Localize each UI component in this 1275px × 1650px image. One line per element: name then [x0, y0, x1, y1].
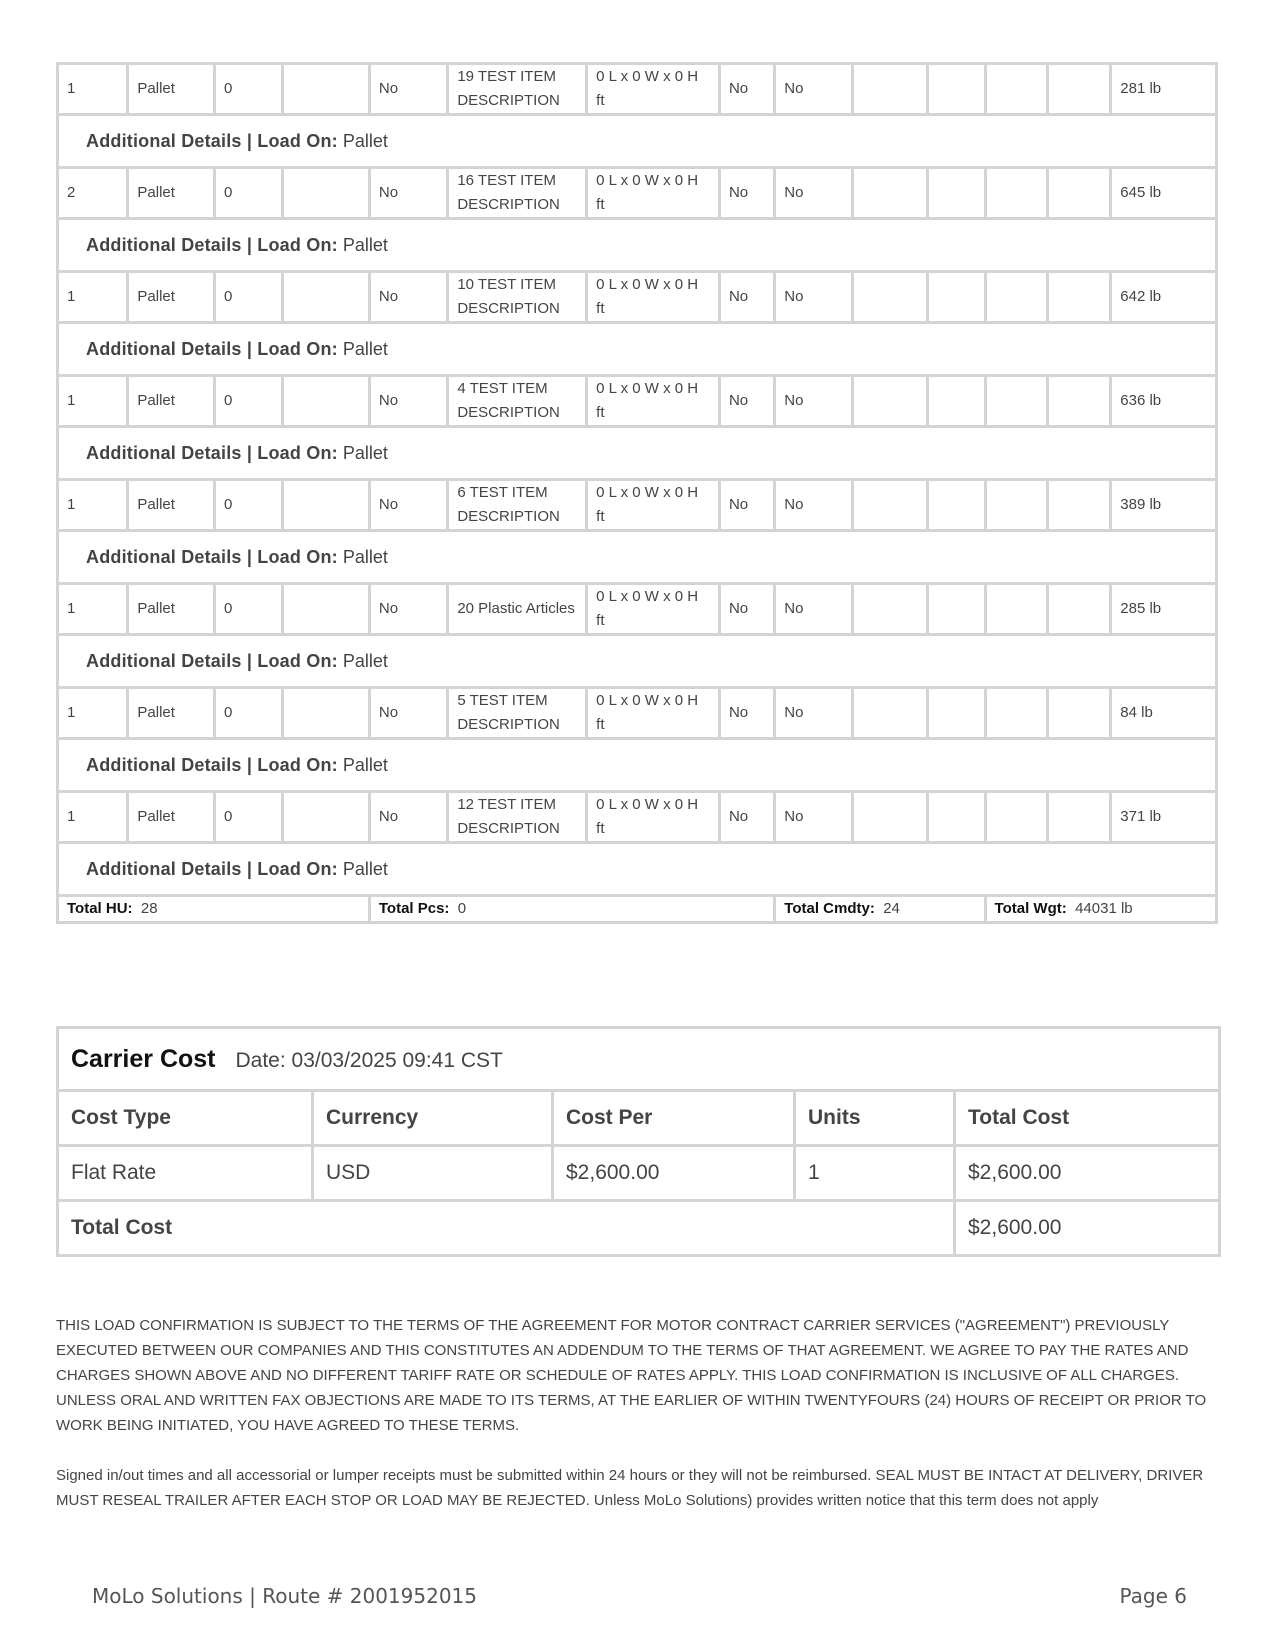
cost-type-cell: Flat Rate — [58, 1146, 313, 1201]
pcs-cell: 0 — [214, 584, 282, 635]
nmfc-cell — [283, 272, 370, 323]
nmfc-cell — [283, 584, 370, 635]
turnable-cell: No — [775, 480, 852, 531]
hazmat-cell: No — [369, 272, 447, 323]
hazmat-cell: No — [369, 480, 447, 531]
type-cell: Pallet — [128, 792, 215, 843]
dimensions-cell: 0 L x 0 W x 0 H ft — [587, 168, 720, 219]
dimensions-cell: 0 L x 0 W x 0 H ft — [587, 64, 720, 115]
extra-cell-2 — [928, 480, 985, 531]
additional-details-cell — [58, 323, 1217, 376]
type-cell: Pallet — [128, 64, 215, 115]
stackable-cell: No — [719, 792, 774, 843]
load-on-value: Pallet — [342, 651, 388, 671]
extra-cell-1 — [852, 688, 927, 739]
weight-cell: 285 lb — [1111, 584, 1217, 635]
load-on-value: Pallet — [342, 131, 388, 151]
total-cost-cell: $2,600.00 — [955, 1146, 1220, 1201]
total-wgt: Total Wgt: 44031 lb — [985, 896, 1216, 923]
extra-cell-2 — [928, 168, 985, 219]
col-header-units: Units — [795, 1091, 955, 1146]
description-cell: 10 TEST ITEM DESCRIPTION — [448, 272, 587, 323]
extra-cell-4 — [1047, 688, 1110, 739]
col-header-currency: Currency — [313, 1091, 553, 1146]
additional-details-row — [58, 531, 1217, 584]
additional-details-row — [58, 843, 1217, 896]
hu-cell: 2 — [58, 168, 128, 219]
cost-header-row — [58, 1091, 1220, 1146]
col-header-cost-type: Cost Type — [58, 1091, 313, 1146]
dimensions-cell: 0 L x 0 W x 0 H ft — [587, 792, 720, 843]
additional-details-label: Additional Details | Load On: — [86, 339, 338, 359]
extra-cell-1 — [852, 168, 927, 219]
weight-cell: 645 lb — [1111, 168, 1217, 219]
additional-details-label: Additional Details | Load On: — [86, 235, 338, 255]
extra-cell-1 — [852, 480, 927, 531]
hu-cell: 1 — [58, 272, 128, 323]
pcs-cell: 0 — [214, 688, 282, 739]
description-cell: 5 TEST ITEM DESCRIPTION — [448, 688, 587, 739]
extra-cell-2 — [928, 272, 985, 323]
stackable-cell: No — [719, 584, 774, 635]
footer-page-number: Page 6 — [1119, 1584, 1187, 1608]
total-hu: Total HU: 28 — [58, 896, 370, 923]
additional-details-label: Additional Details | Load On: — [86, 859, 338, 879]
turnable-cell: No — [775, 376, 852, 427]
additional-details-row — [58, 635, 1217, 688]
weight-cell: 371 lb — [1111, 792, 1217, 843]
extra-cell-1 — [852, 272, 927, 323]
type-cell: Pallet — [128, 480, 215, 531]
stackable-cell: No — [719, 272, 774, 323]
hazmat-cell: No — [369, 688, 447, 739]
load-on-value: Pallet — [342, 547, 388, 567]
type-cell: Pallet — [128, 168, 215, 219]
dimensions-cell: 0 L x 0 W x 0 H ft — [587, 480, 720, 531]
additional-details-row — [58, 427, 1217, 480]
pcs-cell: 0 — [214, 64, 282, 115]
stackable-cell: No — [719, 688, 774, 739]
hu-cell: 1 — [58, 792, 128, 843]
extra-cell-1 — [852, 64, 927, 115]
carrier-cost-title: Carrier Cost — [71, 1044, 216, 1073]
extra-cell-1 — [852, 376, 927, 427]
pcs-cell: 0 — [214, 480, 282, 531]
stackable-cell: No — [719, 480, 774, 531]
dimensions-cell: 0 L x 0 W x 0 H ft — [587, 584, 720, 635]
dimensions-cell: 0 L x 0 W x 0 H ft — [587, 376, 720, 427]
nmfc-cell — [283, 480, 370, 531]
hu-cell: 1 — [58, 688, 128, 739]
type-cell: Pallet — [128, 272, 215, 323]
description-cell: 16 TEST ITEM DESCRIPTION — [448, 168, 587, 219]
additional-details-cell — [58, 531, 1217, 584]
description-cell: 6 TEST ITEM DESCRIPTION — [448, 480, 587, 531]
weight-cell: 84 lb — [1111, 688, 1217, 739]
dimensions-cell: 0 L x 0 W x 0 H ft — [587, 688, 720, 739]
extra-cell-2 — [928, 688, 985, 739]
extra-cell-4 — [1047, 792, 1110, 843]
item-row — [58, 376, 1217, 427]
terms-paragraph: THIS LOAD CONFIRMATION IS SUBJECT TO THE TERMS OF THE AGREEMENT FOR MOTOR CONTRACT CARRIER SERVICES ("AGREEMENT") PREVIOUSLY EXECUTED BETWEEN OUR COMPANIES AND THIS CONSTITUTES AN ADDENDUM TO THE TERMS OF THAT AGREEMENT. WE AGREE TO PAY THE RATES AND CHARGES SHOWN ABOVE AND NO DIFFERENT TARIFF RATE OR SCHEDULE OF RATES APPLY. THIS LOAD CONFIRMATION IS INCLUSIVE OF ALL CHARGES. UNLESS ORAL AND WRITTEN FAX OBJECTIONS ARE MADE TO ITS TERMS, AT THE EARLIER OF WITHIN TWENTYFOURS (24) HOURS OF RECEIPT OR PRIOR TO WORK BEING INITIATED, YOU HAVE AGREED TO THESE TERMS. — [56, 1317, 1207, 1434]
description-cell: 12 TEST ITEM DESCRIPTION — [448, 792, 587, 843]
pcs-cell: 0 — [214, 272, 282, 323]
units-cell: 1 — [795, 1146, 955, 1201]
weight-cell: 636 lb — [1111, 376, 1217, 427]
load-on-value: Pallet — [342, 235, 388, 255]
hazmat-cell: No — [369, 64, 447, 115]
extra-cell-4 — [1047, 376, 1110, 427]
additional-details-row — [58, 739, 1217, 792]
extra-cell-3 — [985, 688, 1047, 739]
extra-cell-3 — [985, 376, 1047, 427]
cost-total-label: Total Cost — [58, 1201, 955, 1256]
description-cell: 19 TEST ITEM DESCRIPTION — [448, 64, 587, 115]
extra-cell-4 — [1047, 272, 1110, 323]
extra-cell-1 — [852, 792, 927, 843]
additional-details-row — [58, 115, 1217, 168]
hazmat-cell: No — [369, 792, 447, 843]
extra-cell-2 — [928, 376, 985, 427]
additional-details-label: Additional Details | Load On: — [86, 547, 338, 567]
seal-notice-paragraph: Signed in/out times and all accessorial or lumper receipts must be submitted within 24 hours or they will not be reimbursed. SEAL MUST BE INTACT AT DELIVERY, DRIVER MUST RESEAL TRAILER AFTER EACH STOP OR LOAD MAY BE REJECTED. Unless MoLo Solutions) provides written notice that this term does not apply — [56, 1467, 1204, 1509]
footer-route: MoLo Solutions | Route # 2001952015 — [92, 1584, 477, 1608]
pcs-cell: 0 — [214, 376, 282, 427]
hu-cell: 1 — [58, 64, 128, 115]
cost-total-row — [58, 1201, 1220, 1256]
carrier-cost-table — [56, 1026, 1221, 1257]
additional-details-label: Additional Details | Load On: — [86, 131, 338, 151]
cost-per-cell: $2,600.00 — [553, 1146, 795, 1201]
stackable-cell: No — [719, 376, 774, 427]
turnable-cell: No — [775, 584, 852, 635]
item-row — [58, 480, 1217, 531]
weight-cell: 281 lb — [1111, 64, 1217, 115]
hu-cell: 1 — [58, 480, 128, 531]
currency-cell: USD — [313, 1146, 553, 1201]
additional-details-cell — [58, 115, 1217, 168]
additional-details-cell — [58, 427, 1217, 480]
turnable-cell: No — [775, 792, 852, 843]
extra-cell-3 — [985, 792, 1047, 843]
col-header-total-cost: Total Cost — [955, 1091, 1220, 1146]
hazmat-cell: No — [369, 168, 447, 219]
nmfc-cell — [283, 376, 370, 427]
extra-cell-2 — [928, 792, 985, 843]
stackable-cell: No — [719, 64, 774, 115]
additional-details-label: Additional Details | Load On: — [86, 651, 338, 671]
additional-details-cell — [58, 219, 1217, 272]
item-row — [58, 584, 1217, 635]
extra-cell-2 — [928, 64, 985, 115]
total-pcs: Total Pcs: 0 — [369, 896, 774, 923]
hazmat-cell: No — [369, 584, 447, 635]
nmfc-cell — [283, 688, 370, 739]
additional-details-label: Additional Details | Load On: — [86, 443, 338, 463]
extra-cell-3 — [985, 584, 1047, 635]
extra-cell-3 — [985, 272, 1047, 323]
type-cell: Pallet — [128, 376, 215, 427]
carrier-cost-date: Date: 03/03/2025 09:41 CST — [235, 1048, 503, 1072]
extra-cell-4 — [1047, 584, 1110, 635]
additional-details-cell — [58, 635, 1217, 688]
totals-row — [58, 896, 1217, 923]
turnable-cell: No — [775, 168, 852, 219]
nmfc-cell — [283, 792, 370, 843]
load-on-value: Pallet — [342, 755, 388, 775]
weight-cell: 389 lb — [1111, 480, 1217, 531]
extra-cell-3 — [985, 168, 1047, 219]
additional-details-cell — [58, 843, 1217, 896]
item-row — [58, 688, 1217, 739]
items-table — [56, 62, 1218, 924]
type-cell: Pallet — [128, 584, 215, 635]
additional-details-cell — [58, 739, 1217, 792]
load-on-value: Pallet — [342, 339, 388, 359]
hu-cell: 1 — [58, 376, 128, 427]
description-cell: 20 Plastic Articles — [448, 584, 587, 635]
extra-cell-4 — [1047, 168, 1110, 219]
extra-cell-4 — [1047, 64, 1110, 115]
extra-cell-4 — [1047, 480, 1110, 531]
cost-row — [58, 1146, 1220, 1201]
item-row — [58, 272, 1217, 323]
cost-total-value: $2,600.00 — [955, 1201, 1220, 1256]
item-row — [58, 792, 1217, 843]
weight-cell: 642 lb — [1111, 272, 1217, 323]
extra-cell-3 — [985, 480, 1047, 531]
dimensions-cell: 0 L x 0 W x 0 H ft — [587, 272, 720, 323]
carrier-cost-header — [58, 1028, 1220, 1091]
load-on-value: Pallet — [342, 859, 388, 879]
col-header-cost-per: Cost Per — [553, 1091, 795, 1146]
item-row — [58, 168, 1217, 219]
pcs-cell: 0 — [214, 168, 282, 219]
extra-cell-2 — [928, 584, 985, 635]
extra-cell-1 — [852, 584, 927, 635]
hazmat-cell: No — [369, 376, 447, 427]
total-cmdty: Total Cmdty: 24 — [775, 896, 985, 923]
nmfc-cell — [283, 64, 370, 115]
description-cell: 4 TEST ITEM DESCRIPTION — [448, 376, 587, 427]
item-row — [58, 64, 1217, 115]
nmfc-cell — [283, 168, 370, 219]
turnable-cell: No — [775, 272, 852, 323]
hu-cell: 1 — [58, 584, 128, 635]
additional-details-label: Additional Details | Load On: — [86, 755, 338, 775]
turnable-cell: No — [775, 64, 852, 115]
extra-cell-3 — [985, 64, 1047, 115]
additional-details-row — [58, 323, 1217, 376]
additional-details-row — [58, 219, 1217, 272]
load-on-value: Pallet — [342, 443, 388, 463]
type-cell: Pallet — [128, 688, 215, 739]
stackable-cell: No — [719, 168, 774, 219]
pcs-cell: 0 — [214, 792, 282, 843]
turnable-cell: No — [775, 688, 852, 739]
